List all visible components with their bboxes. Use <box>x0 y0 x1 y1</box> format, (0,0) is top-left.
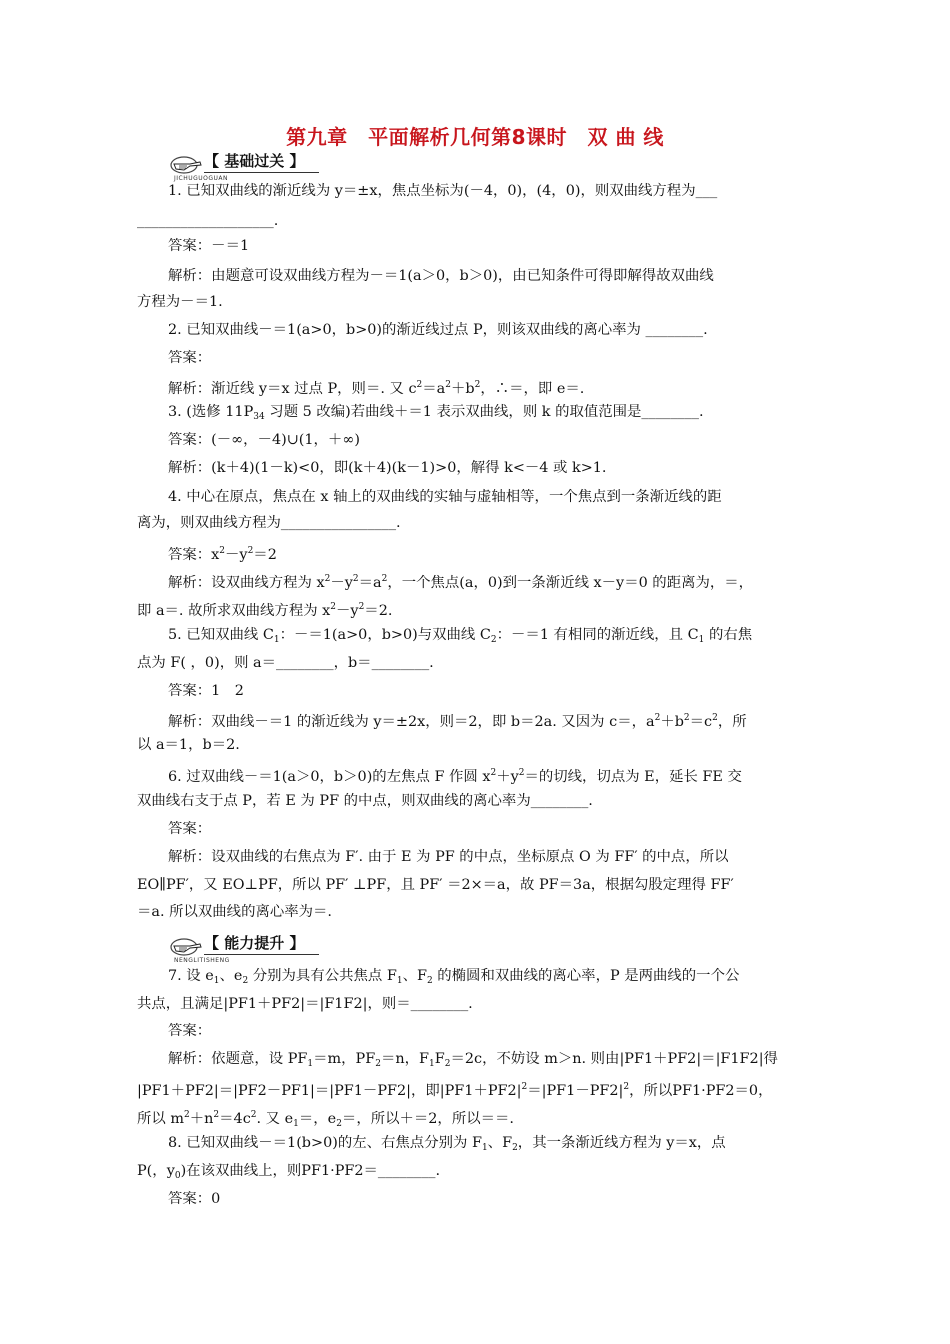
answer-8: 答案：0 <box>168 1191 221 1207</box>
question-7: 7. 设 $e_1$、$e_2$ 分别为具有公共焦点 $F_1$、$F_2$ 的椭圆和双曲线的离心率，P 是两曲线的一个公 <box>168 968 740 986</box>
divider <box>204 172 319 173</box>
question-5: 5. 已知双曲线 $C_1$：－＝1(a>0，b>0)与双曲线 $C_2$：－＝1 有相同的渐近线，且 $C_1$ 的右焦 <box>168 627 753 645</box>
answer-5: 答案：1 2 <box>168 683 244 699</box>
answer-4: 答案：$x^2-y^2=2$ <box>168 546 277 563</box>
question-8-cont: P(，$y_0$)在该双曲线上，则PF1·PF2＝________. <box>137 1163 441 1181</box>
question-6-cont: 双曲线右支于点 P，若 E 为 PF 的中点，则双曲线的离心率为________. <box>137 793 593 809</box>
question-2: 2. 已知双曲线－＝1(a>0，b>0)的渐近线过点 P，则该双曲线的离心率为 ________. <box>168 322 708 338</box>
divider <box>204 954 319 955</box>
question-4: 4. 中心在原点，焦点在 x 轴上的双曲线的实轴与虚轴相等，一个焦点到一条渐近线的距 <box>168 489 722 505</box>
question-7-cont: 共点，且满足|PF1＋PF2|＝|F1F2|，则＝________. <box>137 996 473 1012</box>
pointing-hand-icon <box>170 934 204 956</box>
section-pinyin: JICHUGUOGUAN <box>174 175 229 182</box>
analysis-7-end: 所以 $m^2+n^2=4c^2$. 又 $e_1=$，$e_2=$，所以＋＝2，所以＝＝. <box>137 1110 514 1129</box>
answer-3: 答案：(－∞，－4)∪(1，＋∞) <box>168 432 360 448</box>
question-8: 8. 已知双曲线－＝1(b>0)的左、右焦点分别为 $F_1$、$F_2$，其一条渐近线方程为 y＝x，点 <box>168 1135 726 1153</box>
question-1-blank: ___________________. <box>137 213 279 229</box>
answer-1: 答案：－＝1 <box>168 238 250 254</box>
analysis-6-cont: EO∥PF′，又 EO⊥PF，所以 PF′ ⊥PF，且 PF′ ＝2×＝a，故 PF＝3a，根据勾股定理得 FF′ <box>137 877 734 893</box>
question-1: 1. 已知双曲线的渐近线为 y＝±x，焦点坐标为(－4，0)，(4，0)，则双曲线方程为___ <box>168 183 718 199</box>
analysis-6: 解析：设双曲线的右焦点为 F′. 由于 E 为 PF 的中点，坐标原点 O 为 FF′ 的中点，所以 <box>168 849 729 865</box>
section-label: 【 能力提升 】 <box>204 934 305 952</box>
analysis-6-end: ＝a. 所以双曲线的离心率为＝. <box>137 904 332 920</box>
answer-2: 答案： <box>168 350 212 366</box>
question-4-cont: 离为，则双曲线方程为________________. <box>137 515 401 531</box>
page-title: 第九章 平面解析几何第8课时 双 曲 线 <box>286 125 664 149</box>
question-6: 6. 过双曲线－＝1(a＞0，b＞0)的左焦点 F 作圆 $x^2+y^2=$的切线，切点为 E，延长 FE 交 <box>168 768 742 785</box>
section-label: 【 基础过关 】 <box>204 152 305 170</box>
analysis-7-cont: |PF1＋PF2|＝|PF2－PF1|＝|PF1－PF2|，即$|PF1+PF2|^2=|PF1-PF2|^2$，所以PF1·PF2＝0， <box>137 1082 773 1099</box>
analysis-2: 解析：渐近线 y＝x 过点 P，则＝. 又 $c^2=a^2+b^2$，∴＝，即 e＝. <box>168 380 585 397</box>
question-5-cont: 点为 F( ，0)，则 a＝________，b＝________. <box>137 655 434 671</box>
analysis-1: 解析：由题意可设双曲线方程为－＝1(a＞0，b＞0)，由已知条件可得即解得故双曲线 <box>168 268 714 284</box>
analysis-5: 解析：双曲线－＝1 的渐近线为 y＝±2x，则＝2，即 b＝2a. 又因为 c＝，$a^2+b^2=c^2$，所 <box>168 713 747 730</box>
analysis-5-cont: 以 a＝1，b＝2. <box>137 737 240 753</box>
pointing-hand-icon <box>170 152 204 174</box>
analysis-4: 解析：设双曲线方程为 $x^2-y^2=a^2$，一个焦点(a，0)到一条渐近线 x－y＝0 的距离为，＝， <box>168 574 754 591</box>
analysis-3: 解析：(k＋4)(1－k)<0，即(k＋4)(k－1)>0，解得 k<－4 或 k>1. <box>168 460 607 476</box>
section-badge-advanced <box>170 932 320 968</box>
analysis-1-cont: 方程为－＝1. <box>137 294 223 310</box>
answer-7: 答案： <box>168 1023 212 1039</box>
answer-6: 答案： <box>168 821 212 837</box>
question-3: 3. (选修 $11P_{34}$ 习题 5 改编)若曲线＋＝1 表示双曲线，则 k 的取值范围是________. <box>168 404 704 422</box>
analysis-4-cont: 即 a＝. 故所求双曲线方程为 $x^2-y^2=2$. <box>137 602 393 619</box>
analysis-7: 解析：依题意，设 $PF_1=m$，$PF_2=n$，$F_1F_2=2c$，不妨设 m＞n. 则由|PF1＋PF2|＝|F1F2|得 <box>168 1051 778 1069</box>
section-pinyin: NENGLITISHENG <box>174 957 230 964</box>
